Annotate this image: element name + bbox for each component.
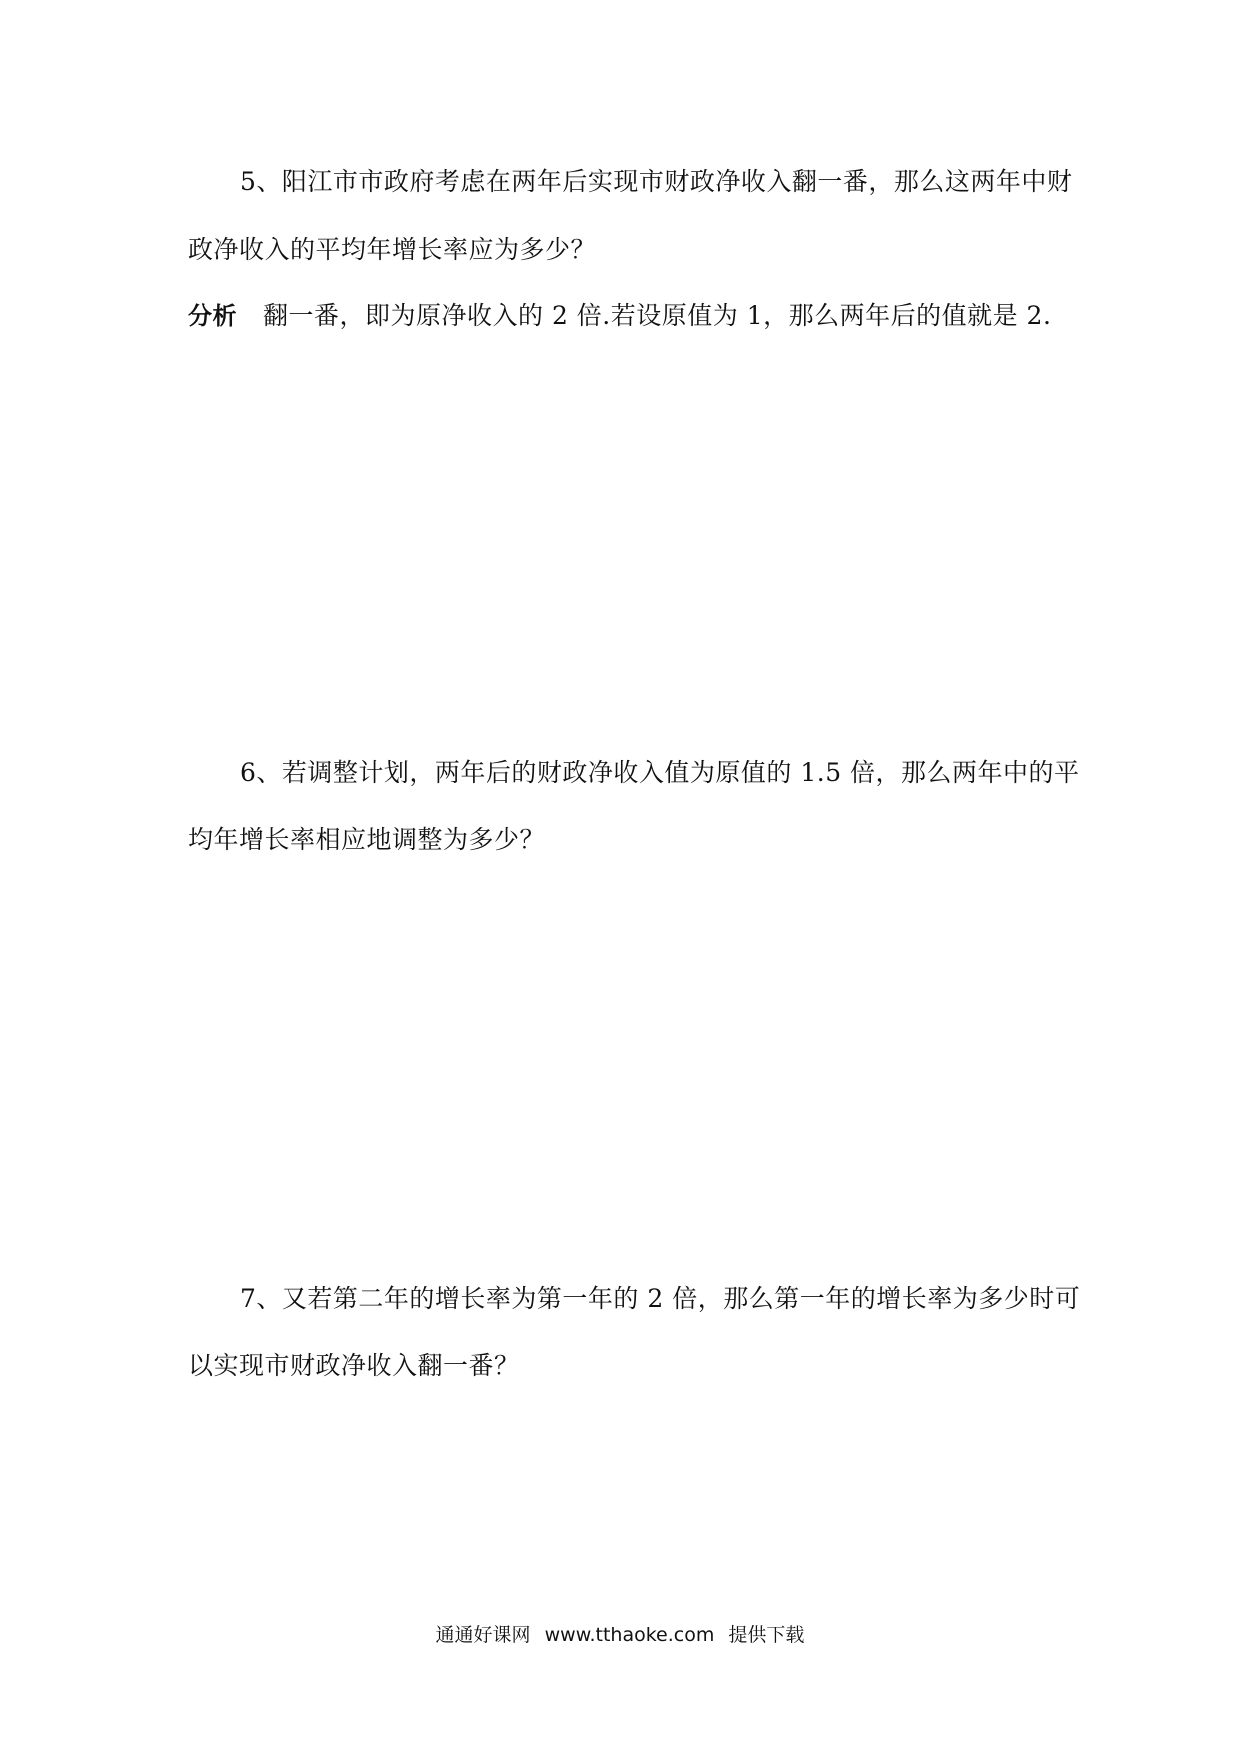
question-7-line-2: 以实现市财政净收入翻一番？: [188, 1351, 520, 1380]
question-6-line-1: 6、若调整计划，两年后的财政净收入值为原值的 1.5 倍，那么两年中的平: [240, 758, 1080, 787]
analysis-text: 翻一番，即为原净收入的 2 倍.若设原值为 1，那么两年后的值就是 2.: [263, 301, 1052, 330]
footer-url[interactable]: www.tthaoke.com: [544, 1624, 715, 1646]
question-5-analysis: [188, 299, 1051, 333]
question-5-line-2: 政净收入的平均年增长率应为多少？: [188, 235, 597, 264]
analysis-label: 分析: [188, 302, 237, 330]
question-7-line-1: 7、又若第二年的增长率为第一年的 2 倍，那么第一年的增长率为多少时可: [240, 1284, 1081, 1313]
question-5-line-1: 5、阳江市市政府考虑在两年后实现市财政净收入翻一番，那么这两年中财: [240, 167, 1073, 196]
footer-site-name: 通通好课网: [435, 1624, 531, 1646]
page-footer: [0, 1622, 1240, 1648]
question-6-line-2: 均年增长率相应地调整为多少？: [188, 825, 546, 854]
footer-suffix: 提供下载: [728, 1624, 805, 1646]
